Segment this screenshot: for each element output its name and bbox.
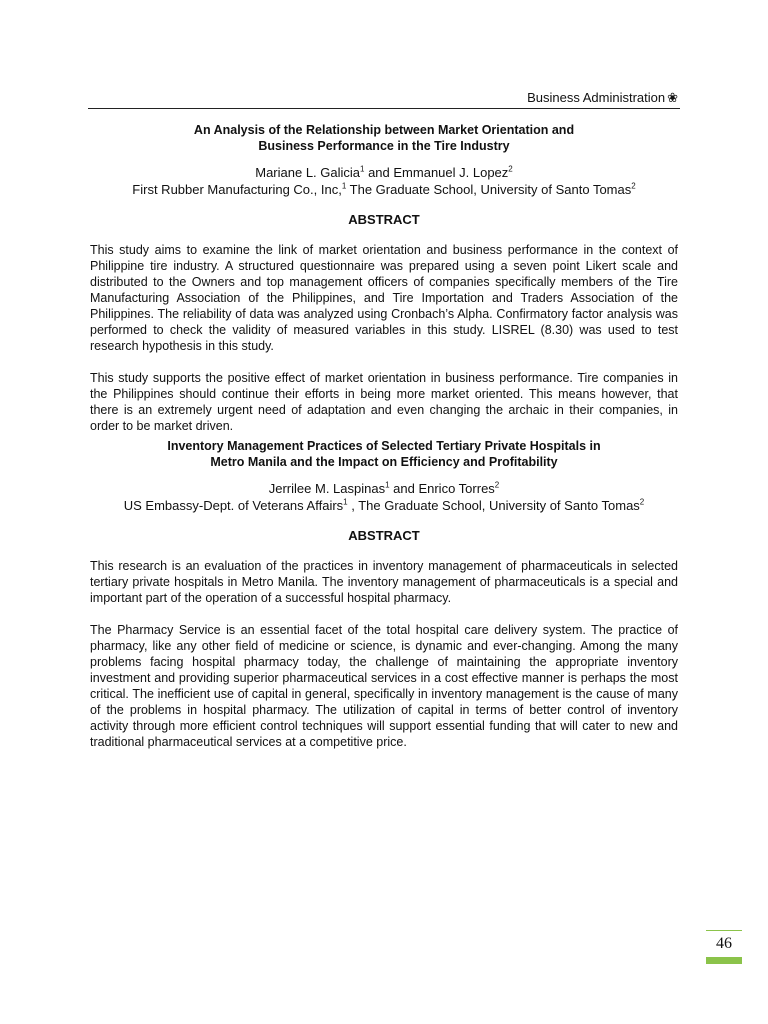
abstract-paragraph: The Pharmacy Service is an essential facet of the total hospital care delivery system. The practice of pharmacy, like any other field of medicine or science, is dynamic and ever-changing. Among the many problems facing hospital pharmacy today, the challenge of maintaining the appropriate inventory investment and providing superior pharmaceutical services in a cost effective manner is perhaps the most critical. The inefficient use of capital in general, specifically in inventory management is the cause of many of the problems in hospital pharmacy. The utilization of capital in terms of better control of inventory activity through more efficient control techniques will support essential funding that will cater to new and traditional pharmaceutical services at a competitive price.: [90, 623, 678, 749]
title-line: Metro Manila and the Impact on Efficiency and Profitability: [210, 455, 558, 469]
affiliation-name: The Graduate School, University of Santo Tomas: [346, 182, 632, 197]
affiliation-superscript: 2: [631, 181, 636, 191]
running-header: [88, 88, 680, 109]
header-section-text: Business Administration: [527, 90, 666, 105]
author-superscript: 2: [508, 164, 513, 174]
article-affiliation: [90, 497, 678, 514]
author-superscript: 1: [360, 164, 365, 174]
affiliation-superscript: 2: [639, 497, 645, 507]
affiliation-name: US Embassy-Dept. of Veterans Affairs: [123, 498, 344, 513]
author-superscript: 1: [385, 480, 390, 490]
article-authors: [90, 164, 678, 181]
author-superscript: 2: [494, 480, 500, 490]
affiliation-name: , The Graduate School, University of Santo Tomas: [347, 498, 640, 513]
article-1: [90, 122, 678, 434]
article-affiliation: [90, 181, 678, 198]
article-2: [90, 438, 678, 750]
author-name: Mariane L. Galicia: [255, 165, 361, 180]
page-number: 46: [716, 935, 732, 952]
affiliation-name: First Rubber Manufacturing Co., Inc,: [132, 182, 342, 197]
affiliation-superscript: 1: [341, 181, 347, 191]
title-line: Inventory Management Practices of Selected Tertiary Private Hospitals in: [167, 439, 601, 453]
abstract-paragraph: This study supports the positive effect of market orientation in business performance. Tire companies in the Philippines should continue their efforts in being more market oriented. This means however, that there is an extremely urgent need of adaptation and even changing the archaic in their companies, in order to be market driven.: [90, 371, 678, 433]
affiliation-superscript: 1: [343, 497, 348, 507]
header-section-label: [527, 90, 678, 106]
title-line: Business Performance in the Tire Industry: [258, 139, 510, 153]
abstract-heading: ABSTRACT: [348, 212, 420, 227]
page-content: [90, 122, 678, 750]
author-connector: and: [389, 481, 419, 496]
title-line: An Analysis of the Relationship between Market Orientation and: [193, 123, 575, 137]
article-title: [90, 438, 678, 470]
page-number-bar: [706, 957, 742, 964]
author-name: Emmanuel J. Lopez: [393, 165, 509, 180]
author-connector: and: [364, 165, 394, 180]
article-authors: [90, 480, 678, 497]
abstract-heading: ABSTRACT: [348, 528, 420, 543]
abstract-paragraph: This study aims to examine the link of market orientation and business performance in the context of Philippine tire industry. A structured questionnaire was prepared using a seven point Likert scale and distributed to the Owners and top management officers of companies specifically members of the Tire Manufacturing Association of the Philippines, and Tire Importation and Traders Association of the Philippines. The reliability of data was analyzed using Cronbach’s Alpha. Confirmatory factor analysis was performed to check the validity of measured variables in this study. LISREL (8.30) was used to test research hypothesis in this study.: [90, 243, 678, 353]
article-title: [90, 122, 678, 154]
author-name: Jerrilee M. Laspinas: [268, 481, 386, 496]
page-number-rule: [706, 930, 742, 931]
abstract-paragraph: This research is an evaluation of the practices in inventory management of pharmaceuticals in selected tertiary private hospitals in Metro Manila. The inventory management of pharmaceuticals is a special and important part of the operation of a successful hospital pharmacy.: [90, 559, 678, 605]
author-name: Enrico Torres: [418, 481, 495, 496]
leaf-icon: ❀: [667, 90, 678, 105]
